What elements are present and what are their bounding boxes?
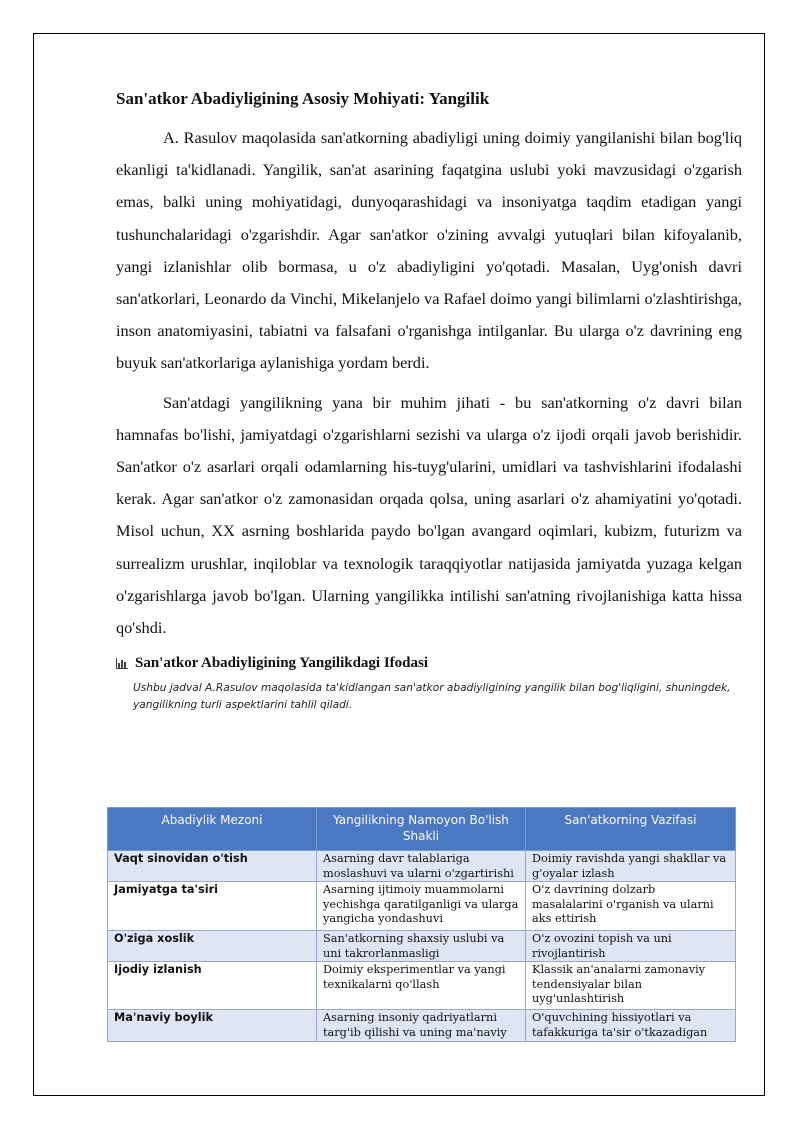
- document-body: [116, 86, 742, 720]
- table-caption: Ushbu jadval A.Rasulov maqolasida ta'kidlangan san'atkor abadiyligining yangilik bilan bog'liqligini, shuningdek, yangilikning turli aspektlarini tahlil qiladi.: [133, 682, 731, 712]
- cell-task: O'z ovozini topish va uni rivojlantirish: [526, 931, 736, 962]
- table-row: [108, 962, 736, 1010]
- header-criterion: Abadiylik Mezoni: [108, 808, 317, 851]
- paragraph-2: San'atdagi yangilikning yana bir muhim jihati - bu san'atkorning o'z davri bilan hamnafas bo'lishi, jamiyatdagi o'zgarishlarni sezishi va ularga o'z ijodi orqali javob berishidir. San'atkor o'z asarlari orqali odamlarning his-tuyg'ularini, umidlari va tashvishlarini ifodalashi kerak. Agar san'atkor o'z zamonasidan orqada qolsa, uning asarlari o'z ahamiyatini yo'qotadi. Misol uchun, XX asrning boshlarida paydo bo'lgan avangard oqimlari, kubizm, futurizm va surrealizm urushlar, inqiloblar va texnologik taraqqiyotlar natijasida jamiyatda yuzaga kelgan o'zgarishlarga javob bo'lgan. Ularning yangilikka intilishi san'atning rivojlanishiga katta hissa qo'shdi.: [116, 392, 742, 638]
- cell-manifestation: Doimiy eksperimentlar va yangi texnikalarni qo'llash: [317, 962, 526, 1010]
- table-row: [108, 882, 736, 931]
- header-manifestation: Yangilikning Namoyon Bo'lish Shakli: [317, 808, 526, 851]
- table-row: [108, 851, 736, 882]
- criteria-table: [107, 807, 736, 1042]
- cell-criterion: Ma'naviy boylik: [108, 1010, 317, 1042]
- table-row: [108, 931, 736, 962]
- table-row: [108, 1010, 736, 1042]
- cell-criterion: Jamiyatga ta'siri: [108, 882, 317, 931]
- cell-task: Doimiy ravishda yangi shakllar va g'oyalar izlash: [526, 851, 736, 882]
- bar-chart-icon: [116, 658, 128, 669]
- document-heading: San'atkor Abadiyligining Asosiy Mohiyati: Yangilik: [116, 89, 490, 108]
- cell-manifestation: Asarning davr talablariga moslashuvi va ularni o'zgartirishi: [317, 851, 526, 882]
- paragraph-1: A. Rasulov maqolasida san'atkorning abadiyligi uning doimiy yangilanishi bilan bog'liq ekanligi ta'kidlanadi. Yangilik, san'at asarining faqatgina uslubi yoki mavzusidagi o'zgarish emas, balki uning mohiyatidagi, dunyoqarashidagi va insoniyatga taqdim etadigan yangi tushunchalaridagi o'zgarishdir. Agar san'atkor o'zining avvalgi yutuqlari bilan kifoyalanib, yangi izlanishlar olib bormasa, u o'z abadiyligini yo'qotadi. Masalan, Uyg'onish davri san'atkorlari, Leonardo da Vinchi, Mikelanjelo va Rafael doimo yangi bilimlarni o'zlashtirishga, inson anatomiyasini, tabiatni va falsafani o'rganishga intilganlar. Bu ularga o'z davrining eng buyuk san'atkorlariga aylanishiga yordam berdi.: [116, 128, 742, 373]
- cell-criterion: Ijodiy izlanish: [108, 962, 317, 1010]
- cell-task: Klassik an'analarni zamonaviy tendensiyalar bilan uyg'unlashtirish: [526, 962, 736, 1010]
- cell-criterion: O'ziga xoslik: [108, 931, 317, 962]
- cell-task: O'z davrining dolzarb masalalarini o'rganish va ularni aks ettirish: [526, 882, 736, 931]
- table-header-row: [108, 808, 736, 851]
- cell-manifestation: San'atkorning shaxsiy uslubi va uni takrorlanmasligi: [317, 931, 526, 962]
- cell-manifestation: Asarning insoniy qadriyatlarni targ'ib qilishi va uning ma'naviy: [317, 1010, 526, 1042]
- section-title: [116, 652, 742, 674]
- section-title-text: San'atkor Abadiyligining Yangilikdagi Ifodasi: [135, 655, 429, 672]
- cell-task: O'quvchining hissiyotlari va tafakkuriga ta'sir o'tkazadigan: [526, 1010, 736, 1042]
- cell-criterion: Vaqt sinovidan o'tish: [108, 851, 317, 882]
- cell-manifestation: Asarning ijtimoiy muammolarni yechishga qaratilganligi va ularga yangicha yondashuvi: [317, 882, 526, 931]
- header-task: San'atkorning Vazifasi: [526, 808, 736, 851]
